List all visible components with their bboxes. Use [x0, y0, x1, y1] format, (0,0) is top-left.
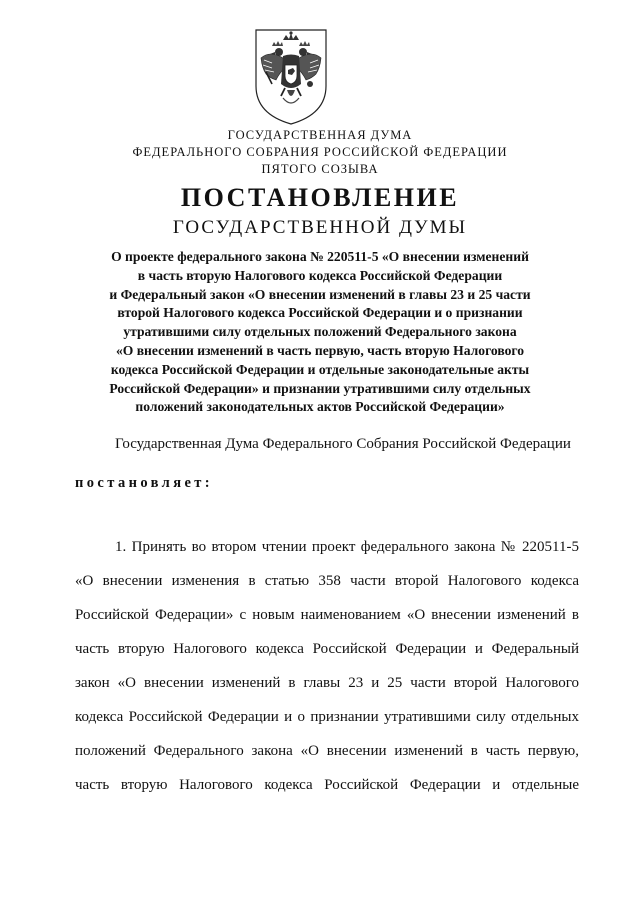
body-line: часть вторую Налогового кодекса Российской Федерации и отдельные — [75, 777, 579, 793]
subject-line: в часть вторую Налогового кодекса Российской Федерации — [137, 267, 503, 283]
body-line: «О внесении изменения в статью 358 части второй Налогового кодекса — [75, 573, 579, 589]
document-subtitle: ГОСУДАРСТВЕННОЙ ДУМЫ — [172, 217, 468, 238]
subject-line: О проекте федерального закона № 220511-5 «О внесении изменений — [111, 249, 529, 264]
intro-paragraph: Государственная Дума Федерального Собрания Российской Федерации — [115, 436, 571, 452]
subject-line: второй Налогового кодекса Российской Федерации и о признании — [117, 305, 523, 321]
subject-line: положений законодательных актов Российской Федерации» — [135, 399, 505, 415]
header-line: ПЯТОГО СОЗЫВА — [261, 162, 379, 176]
subject-line: Российской Федерации» и признании утратившими силу отдельных — [109, 380, 531, 396]
subject-line: утратившими силу отдельных положений Федерального закона — [123, 324, 517, 340]
body-line: часть вторую Налогового кодекса Российской Федерации и Федеральный — [75, 641, 579, 657]
subject-block — [80, 248, 560, 417]
subject-line: кодекса Российской Федерации и отдельные законодательные акты — [110, 361, 530, 377]
coat-of-arms-icon — [252, 28, 330, 126]
subject-line: «О внесении изменений в часть первую, часть вторую Налогового — [115, 342, 525, 358]
body-line: 1. Принять во втором чтении проект федерального закона № 220511-5 — [115, 539, 579, 555]
body-line: кодекса Российской Федерации и о признании утратившими силу отдельных — [75, 709, 579, 725]
subject-line: и Федеральный закон «О внесении изменений в главы 23 и 25 части — [109, 286, 531, 302]
resolves-label: постановляет: — [75, 475, 214, 491]
body-line: закон «О внесении изменений в главы 23 и 25 части второй Налогового — [75, 675, 579, 691]
body-line: Российской Федерации» с новым наименованием «О внесении изменений в — [75, 607, 579, 623]
header-line: ФЕДЕРАЛЬНОГО СОБРАНИЯ РОССИЙСКОЙ ФЕДЕРАЦИИ — [132, 145, 508, 159]
body-line: положений Федерального закона «О внесении изменений в часть первую, — [75, 743, 579, 759]
issuer-header — [0, 127, 640, 178]
document-title: ПОСТАНОВЛЕНИЕ — [180, 183, 460, 212]
header-line: ГОСУДАРСТВЕННАЯ ДУМА — [227, 128, 413, 142]
body-paragraph — [75, 537, 579, 809]
